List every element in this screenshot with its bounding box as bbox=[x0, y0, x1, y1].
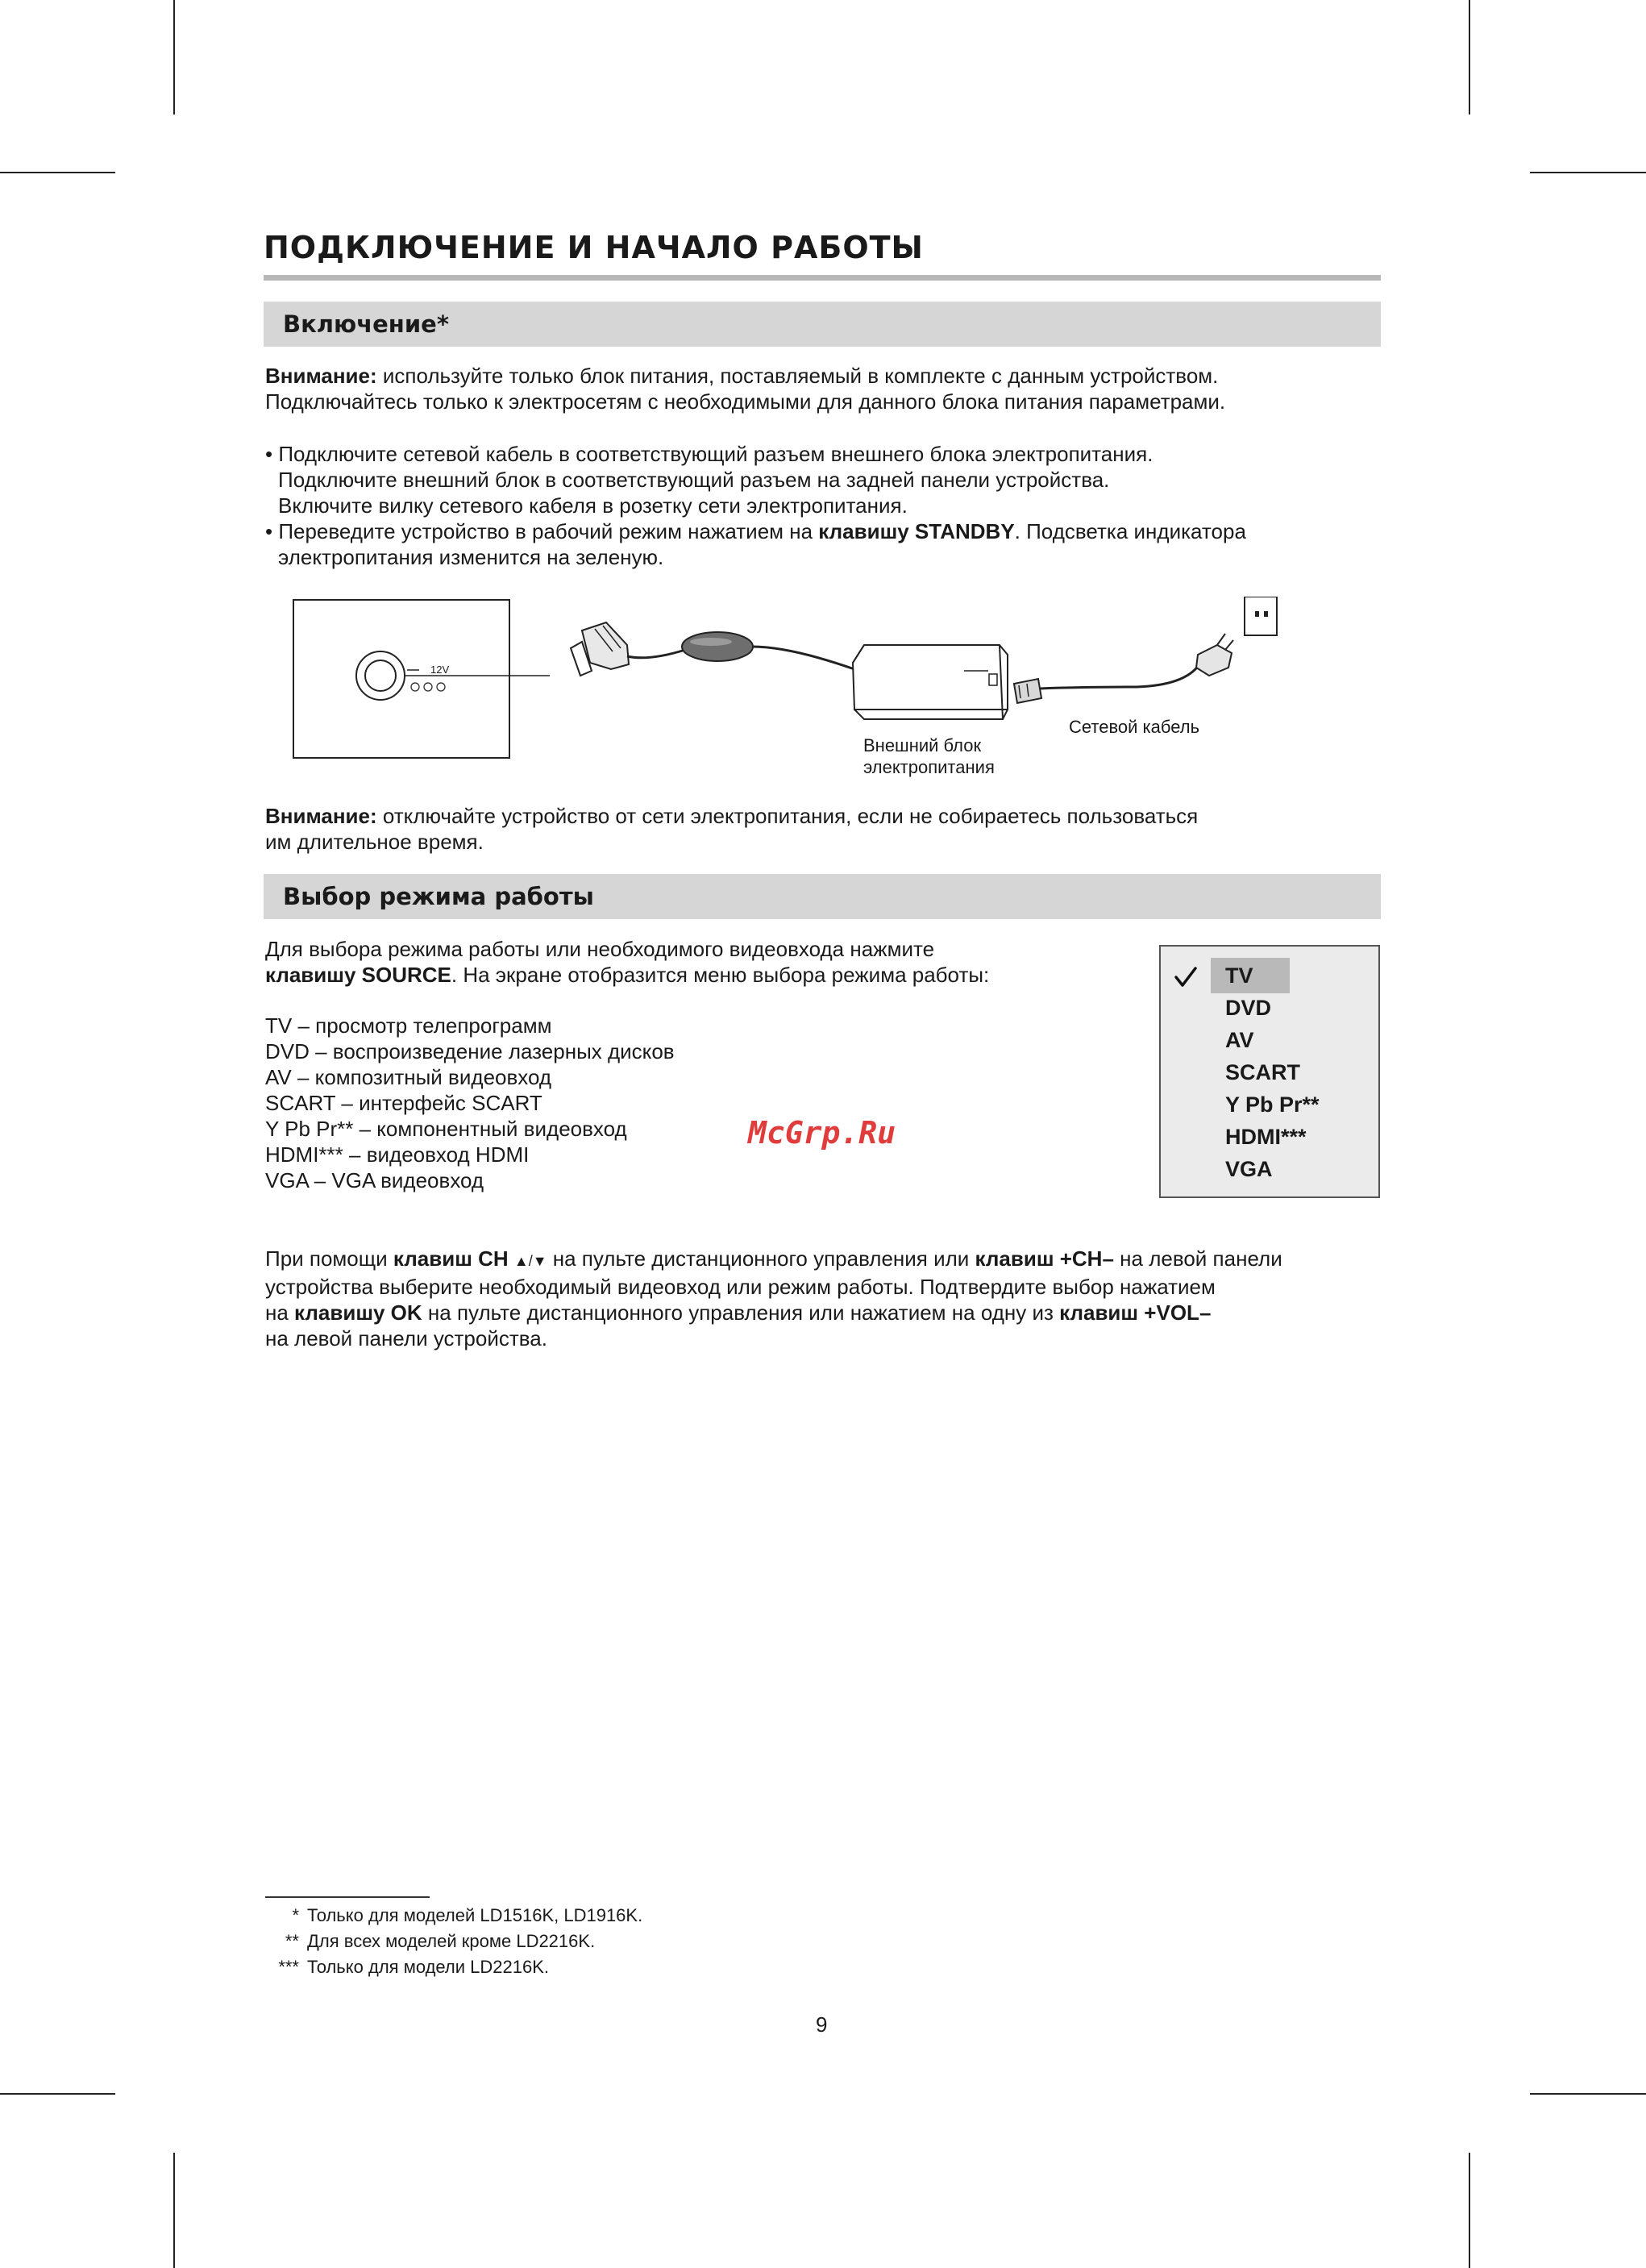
menu-item-hdmi: HDMI*** bbox=[1225, 1125, 1307, 1149]
footnote: ** Для всех моделей кроме LD2216K. bbox=[285, 1931, 596, 1951]
menu-item-ypbpr: Y Pb Pr** bbox=[1225, 1092, 1320, 1117]
section-heading-power: Включение* bbox=[264, 302, 1381, 347]
mode-list bbox=[265, 1013, 675, 1193]
mode-list-item: SCART – интерфейс SCART bbox=[265, 1091, 542, 1115]
mode-list-item: HDMI*** – видеовход HDMI bbox=[265, 1142, 530, 1167]
section-heading-mode-select: Выбор режима работы bbox=[264, 874, 1381, 919]
device-rear-panel bbox=[293, 600, 509, 758]
connection-diagram-drawing bbox=[290, 597, 1290, 782]
connection-diagram bbox=[290, 597, 1290, 782]
crop-mark bbox=[173, 2153, 175, 2268]
mode-intro: Для выбора режима работы или необходимого видеовхода нажмите клавишу SOURCE. На экране отобразится меню выбора режима работы: bbox=[265, 937, 990, 987]
crop-mark bbox=[1469, 0, 1470, 114]
mode-list-item: DVD – воспроизведение лазерных дисков bbox=[265, 1039, 675, 1063]
crop-mark bbox=[1469, 2153, 1470, 2268]
crop-mark bbox=[173, 0, 175, 114]
checkmark-icon bbox=[1174, 966, 1198, 988]
title-rule bbox=[264, 275, 1381, 281]
source-menu bbox=[1159, 945, 1380, 1198]
power-adapter-icon bbox=[853, 645, 1008, 719]
channel-instructions: При помощи клавиш CH ▲/▼ на пульте дистанционного управления или клавиш +CH– на левой панели устройства выберите необходимый видеовход или режим работы. Подтвердите выбор нажатием на клавишу OK на пульте дистанционного управления или нажатием на одну из клавиш +VOL– на левой панели устройства. bbox=[265, 1246, 1282, 1350]
mode-list-item: AV – композитный видеовход bbox=[265, 1065, 552, 1089]
power-warning: Внимание: используйте только блок питания, поставляемый в комплекте с данным устройством. Подключайтесь только к электросетям с необходимыми для данного блока питания параметрами. bbox=[265, 364, 1226, 414]
unplug-warning: Внимание: отключайте устройство от сети электропитания, если не собираетесь пользоваться им длительное время. bbox=[265, 804, 1199, 854]
dc-plug-icon bbox=[571, 622, 629, 676]
footnote: *** Только для модели LD2216K. bbox=[278, 1957, 549, 1977]
wall-socket-icon bbox=[1245, 597, 1277, 635]
adapter-label: Внешний блок электропитания bbox=[863, 735, 995, 777]
footnote-rule bbox=[265, 1896, 430, 1898]
menu-item-dvd: DVD bbox=[1225, 996, 1272, 1020]
voltage-label: 12V bbox=[430, 664, 450, 676]
menu-item-av: AV bbox=[1225, 1028, 1254, 1052]
ferrite-core-icon bbox=[682, 632, 753, 661]
footnote: * Только для моделей LD1516K, LD1916K. bbox=[292, 1905, 643, 1925]
menu-item-scart: SCART bbox=[1225, 1060, 1300, 1084]
mode-list-item: Y Pb Pr** – компонентный видеовход bbox=[265, 1117, 627, 1141]
menu-item-vga: VGA bbox=[1225, 1157, 1273, 1181]
page-number: 9 bbox=[816, 2012, 828, 2037]
crop-mark bbox=[1530, 172, 1646, 173]
crop-mark bbox=[0, 172, 115, 173]
page-title: ПОДКЛЮЧЕНИЕ И НАЧАЛО РАБОТЫ bbox=[264, 230, 924, 265]
mode-list-item: TV – просмотр телепрограмм bbox=[265, 1013, 552, 1038]
ac-connector-icon bbox=[1014, 679, 1041, 703]
wall-plug-icon bbox=[1196, 634, 1233, 676]
crop-mark bbox=[1530, 2093, 1646, 2095]
arrow-up-down-icon: ▲/▼ bbox=[513, 1253, 547, 1269]
power-instructions: • Подключите сетевой кабель в соответствующий разъем внешнего блока электропитания. Подключите внешний блок в соответствующий разъем на задней панели устройства. Включите вилку сетевого кабеля в розетку сети электропитания. • Переведите устройство в рабочий режим нажатием на клавишу STANDBY. Подсветка индикатора электропитания изменится на зеленую. bbox=[265, 442, 1246, 569]
footnotes bbox=[265, 1903, 642, 1980]
crop-mark bbox=[0, 2093, 115, 2095]
menu-item-tv: TV bbox=[1225, 963, 1253, 988]
watermark: McGrp.Ru bbox=[748, 1115, 896, 1151]
cable-label: Сетевой кабель bbox=[1069, 717, 1200, 737]
mode-list-item: VGA – VGA видеовход bbox=[265, 1168, 484, 1192]
